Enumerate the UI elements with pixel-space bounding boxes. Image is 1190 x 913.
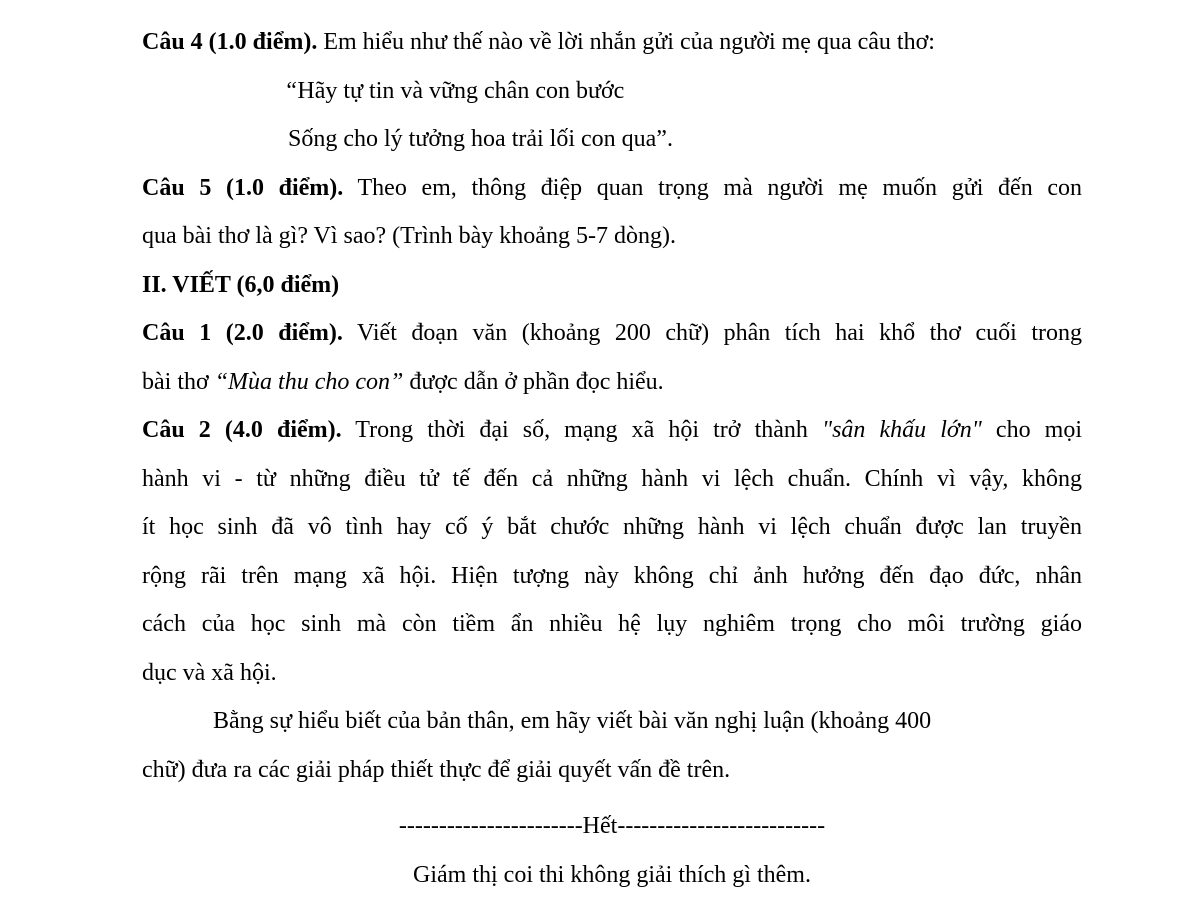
question-5-line-1 xyxy=(142,164,1082,213)
writing-2-line-1 xyxy=(142,406,1082,455)
section-2-heading: II. VIẾT (6,0 điểm) xyxy=(142,271,340,298)
writing-2-task-line-1: Bằng sự hiểu biết của bản thân, em hãy viết bài văn nghị luận (khoảng 400 xyxy=(213,708,932,734)
poem-title: “Mùa thu cho con” xyxy=(214,368,404,395)
writing-2-text-1a: Trong thời đại số, mạng xã hội trở thành xyxy=(341,417,822,443)
question-5-text-2: qua bài thơ là gì? Vì sao? (Trình bày khoảng 5-7 dòng). xyxy=(142,223,676,249)
writing-2-quote: "sân khấu lớn" xyxy=(821,417,982,443)
exam-page xyxy=(142,18,1082,899)
writing-1-line-2 xyxy=(142,358,1082,407)
question-4-line xyxy=(142,18,1082,67)
writing-2-line-5: cách của học sinh mà còn tiềm ẩn nhiều hệ lụy nghiêm trọng cho môi trường giáo xyxy=(142,611,1082,637)
writing-2-line-4: rộng rãi trên mạng xã hội. Hiện tượng này không chỉ ảnh hưởng đến đạo đức, nhân xyxy=(142,562,1082,589)
writing-2-task-line-2: chữ) đưa ra các giải pháp thiết thực để giải quyết vấn đề trên. xyxy=(142,756,731,783)
writing-1-line-1 xyxy=(142,309,1082,358)
poem-line-1 xyxy=(142,67,1082,116)
poem-line-2-text: Sống cho lý tưởng hoa trải lối con qua”. xyxy=(288,126,673,152)
proctor-note: Giám thị coi thi không giải thích gì thêm. xyxy=(413,861,811,888)
writing-1-label: Câu 1 (2.0 điểm). xyxy=(142,320,343,346)
question-5-line-2 xyxy=(142,212,1082,261)
poem-open-quote: “ xyxy=(284,77,298,104)
end-marker: -----------------------Hết-------------------------- xyxy=(398,813,826,839)
poem-line-2 xyxy=(142,115,1082,164)
question-4-label: Câu 4 (1.0 điểm). xyxy=(142,29,318,55)
writing-2-text-1b: cho mọi xyxy=(981,417,1082,443)
poem-line-1-text: Hãy tự tin và vững chân con bước xyxy=(297,77,625,104)
writing-2-line-3: ít học sinh đã vô tình hay cố ý bắt chước những hành vi lệch chuẩn được lan truyền xyxy=(142,514,1082,540)
writing-2-line-2: hành vi - từ những điều tử tế đến cả những hành vi lệch chuẩn. Chính vì vậy, không xyxy=(142,465,1082,492)
question-4-text: Em hiểu như thế nào về lời nhắn gửi của người mẹ qua câu thơ: xyxy=(317,29,935,55)
writing-2-label: Câu 2 (4.0 điểm). xyxy=(142,417,342,443)
writing-2-line-6: dục và xã hội. xyxy=(142,659,277,686)
writing-1-text-1: Viết đoạn văn (khoảng 200 chữ) phân tích hai khổ thơ cuối trong xyxy=(342,320,1082,346)
writing-1-text-2b: được dẫn ở phần đọc hiểu. xyxy=(403,368,664,395)
question-5-label: Câu 5 (1.0 điểm). xyxy=(142,174,344,201)
writing-1-text-2a: bài thơ xyxy=(142,368,215,395)
question-5-text-1: Theo em, thông điệp quan trọng mà người mẹ muốn gửi đến con xyxy=(343,174,1082,201)
